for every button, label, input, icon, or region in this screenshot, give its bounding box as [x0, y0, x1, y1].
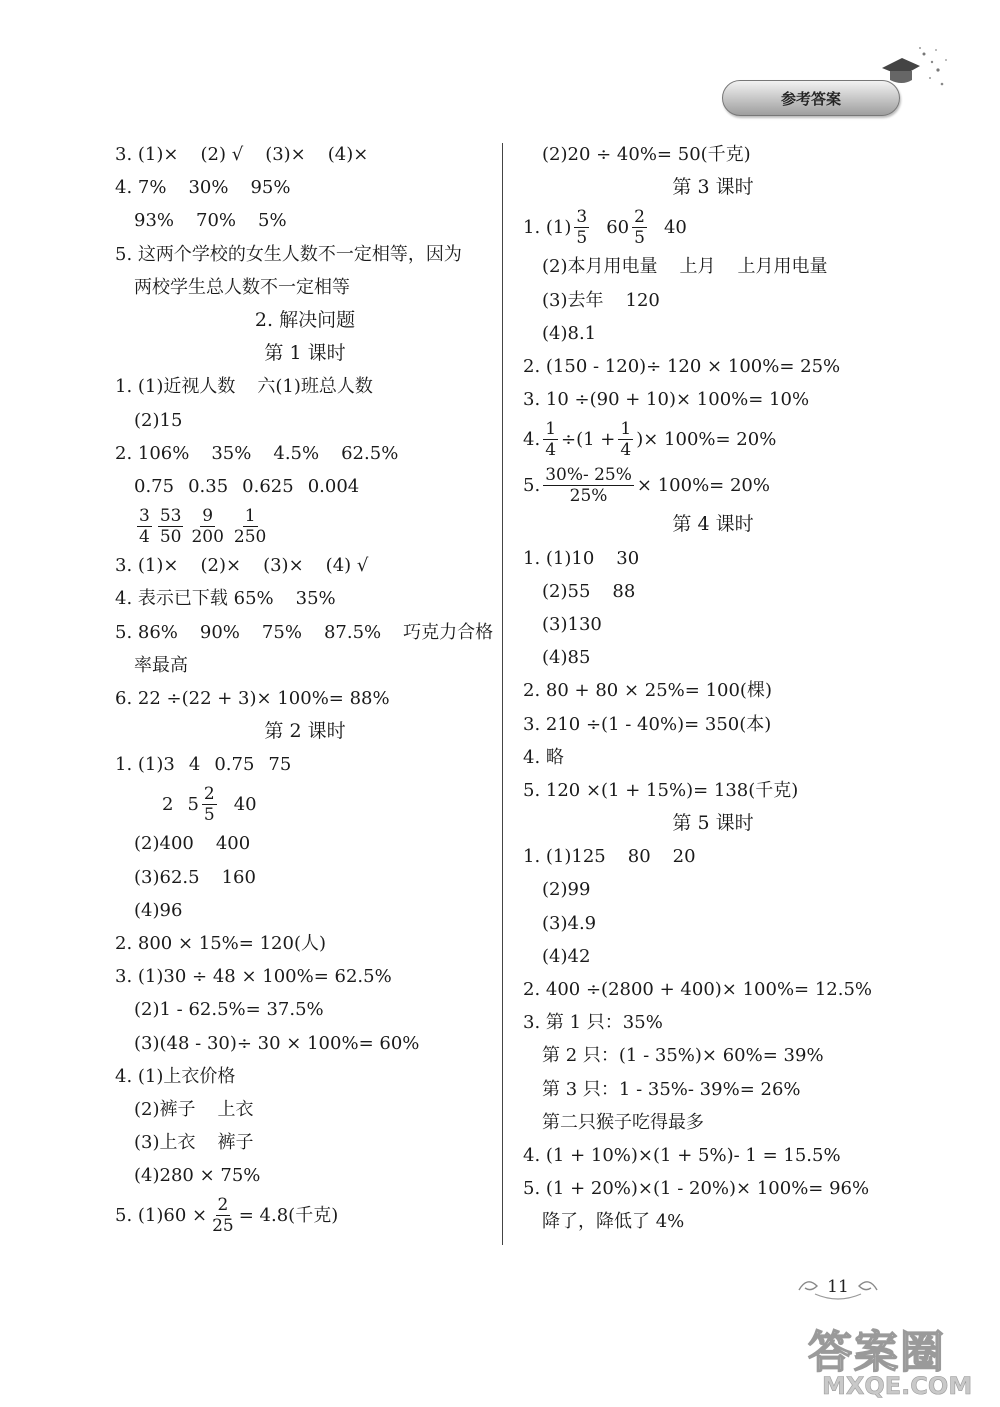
header-title: 参考答案 [780, 90, 841, 108]
numerator: 1 [244, 505, 256, 526]
answer-text: 0.75 [134, 475, 175, 497]
answer-text: 5 [187, 793, 199, 815]
answer-text: 0.35 [188, 475, 229, 497]
answer-text: (4) √ [325, 555, 369, 577]
fraction [202, 784, 217, 825]
answer-line: (2)15 [134, 409, 183, 431]
answer-text: 4. 7% [115, 177, 167, 199]
denominator: 4 [139, 526, 150, 547]
numerator: 2 [217, 1194, 229, 1215]
answer-text: 90% [199, 621, 240, 643]
answer-text: 87.5% [323, 621, 382, 643]
answer-text: 5% [258, 210, 287, 232]
denominator: 200 [191, 526, 224, 547]
answer-text: 2. 106% [115, 442, 190, 464]
answer-line: 3. 第 1 只：35% [523, 1012, 663, 1034]
numerator: 3 [139, 505, 150, 526]
answer-text: 4. [523, 428, 541, 450]
answer-line: 3. 10 ÷(90 + 10)× 100%= 10% [523, 389, 810, 411]
answer-line: 3. (1)30 ÷ 48 × 100%= 62.5% [115, 966, 392, 988]
answer-text: (3)× [263, 555, 304, 577]
answer-line [115, 549, 495, 582]
answer-text: 3. (1)× [115, 144, 179, 166]
answer-text: 30 [616, 547, 640, 569]
answer-text: 2 [162, 793, 174, 815]
answer-line [115, 370, 495, 403]
answer-line: 降了，降低了 4% [542, 1211, 685, 1233]
answer-line [115, 827, 495, 860]
answer-text: 4 [188, 754, 201, 776]
answer-text: 1. (1)125 [523, 846, 606, 868]
page-number: 11 [827, 1277, 849, 1297]
right-column [523, 138, 903, 1238]
answer-line [115, 582, 495, 615]
answer-text: 上衣 [217, 1098, 254, 1120]
answer-line: 4. (1 + 10%)×(1 + 5%)- 1 = 15.5% [523, 1144, 841, 1166]
answer-text: 400 [215, 833, 251, 855]
answer-line [115, 748, 495, 781]
answer-line: 率最高 [134, 654, 188, 676]
answer-text: (3)62.5 [134, 866, 200, 888]
answer-text: (3)上衣 [134, 1132, 196, 1154]
answer-line [523, 840, 903, 873]
answer-line [523, 542, 903, 575]
answer-text: (2)× [200, 555, 242, 577]
answer-line [523, 575, 903, 608]
denominator: 5 [634, 227, 645, 248]
answer-text: (2)400 [134, 833, 194, 855]
answer-text: (2)55 [542, 580, 591, 602]
answer-text: 0.625 [242, 475, 294, 497]
lesson-title: 第 2 课时 [264, 720, 346, 743]
answer-line: (4)85 [542, 647, 591, 669]
lesson-title: 第 3 课时 [672, 176, 754, 199]
answer-text: = 4.8(千克) [238, 1204, 339, 1226]
numerator: 30%- 25% [545, 464, 632, 485]
numerator: 1 [620, 418, 632, 439]
answer-text: 1. (1)近视人数 [115, 376, 236, 398]
answer-line: 第 2 只：(1 - 35%)× 60%= 39% [542, 1045, 824, 1067]
lesson-title: 第 4 课时 [672, 513, 754, 536]
denominator: 4 [620, 439, 632, 460]
answer-line: 第二只猴子吃得最多 [542, 1111, 704, 1133]
denominator: 25 [212, 1215, 234, 1236]
answer-line: 两校学生总人数不一定相等 [134, 276, 350, 298]
answer-text: 1. (1)10 [523, 547, 595, 569]
answer-line [115, 470, 495, 503]
answer-text: (3)× [265, 144, 306, 166]
fraction [137, 506, 152, 547]
answer-line: 2. (150 - 120)÷ 120 × 100%= 25% [523, 356, 841, 378]
answer-line [115, 1126, 495, 1159]
answer-text: (3)去年 [542, 289, 604, 311]
numerator: 2 [203, 783, 215, 804]
answer-line: (4)8.1 [542, 322, 597, 344]
answer-text: 5. [523, 474, 541, 496]
answer-line: 6. 22 ÷(22 + 3)× 100%= 88% [115, 687, 390, 709]
denominator: 5 [203, 804, 215, 825]
fraction [574, 207, 589, 248]
watermark-url: MXQE.COM [822, 1372, 973, 1400]
answer-text: 60 [606, 216, 630, 238]
fraction [632, 207, 647, 248]
page-number-ornament [793, 1272, 883, 1308]
answer-line: 5. 这两个学校的女生人数不一定相等，因为 [115, 243, 462, 265]
answer-text: 0.004 [307, 475, 360, 497]
answer-line: (4)42 [542, 945, 591, 967]
lesson-title: 第 1 课时 [264, 342, 346, 365]
answer-text: (4)× [327, 144, 369, 166]
answer-text: ÷(1 + [561, 428, 616, 450]
answer-line [115, 1093, 495, 1126]
left-column [115, 138, 495, 1238]
header-banner [722, 80, 900, 116]
answer-text: 160 [221, 866, 256, 888]
denominator: 50 [159, 526, 182, 547]
denominator: 25% [569, 485, 608, 506]
answer-line: (2)1 - 62.5%= 37.5% [134, 999, 324, 1021]
numerator: 1 [545, 418, 557, 439]
fraction [543, 465, 634, 506]
answer-text: )× 100%= 20% [636, 428, 777, 450]
answer-line [115, 171, 495, 204]
answer-line: (2)99 [542, 879, 591, 901]
fraction [232, 506, 268, 547]
answer-line: 5. 120 ×(1 + 15%)= 138(千克) [523, 779, 799, 801]
answer-line: 3. 210 ÷(1 - 40%)= 350(本) [523, 713, 772, 735]
answer-text: 巧克力合格 [403, 621, 494, 643]
answer-text: 120 [625, 289, 660, 311]
numerator: 3 [576, 206, 588, 227]
answer-line [115, 138, 495, 171]
lesson-title: 第 5 课时 [672, 812, 754, 835]
answer-line [523, 284, 903, 317]
answer-text: 上月 [679, 256, 716, 278]
answer-line: 2. 800 × 15%= 120(人) [115, 933, 326, 955]
answer-line: 4. (1)上衣价格 [115, 1065, 236, 1087]
answer-text: 40 [663, 216, 687, 238]
answer-text: 35% [295, 588, 336, 610]
answer-text: 35% [211, 442, 252, 464]
section-title: 2. 解决问题 [254, 309, 356, 332]
answer-line: (3)(48 - 30)÷ 30 × 100%= 60% [134, 1032, 420, 1054]
answer-text: 75% [261, 621, 302, 643]
denominator: 4 [545, 439, 557, 460]
answer-line: (3)130 [542, 613, 602, 635]
answer-text: (2)本月用电量 [542, 256, 658, 278]
answer-line: 5. (1 + 20%)×(1 - 20%)× 100%= 96% [523, 1178, 870, 1200]
answer-text: 0.75 [214, 754, 255, 776]
answer-line: (2)20 ÷ 40%= 50(千克) [542, 144, 751, 166]
answer-line: (3)4.9 [542, 912, 597, 934]
answer-line [115, 861, 495, 894]
answer-text: 95% [250, 177, 291, 199]
answer-line: 2. 400 ÷(2800 + 400)× 100%= 12.5% [523, 979, 873, 1001]
answer-line [115, 615, 495, 648]
denominator: 5 [576, 227, 588, 248]
numerator: 53 [159, 505, 182, 526]
answer-line [115, 503, 495, 549]
answer-line [523, 416, 903, 462]
answer-line [115, 1192, 495, 1238]
answer-text: 1. (1)3 [115, 754, 175, 776]
answer-line [115, 781, 495, 827]
answer-line: (4)96 [134, 899, 183, 921]
answer-text: × 100%= 20% [636, 474, 770, 496]
answer-text: 1. (1) [523, 216, 572, 238]
answer-text: (2)裤子 [134, 1098, 196, 1120]
answer-text: 4. 表示已下载 65% [115, 588, 274, 610]
answer-text: (2) √ [200, 144, 244, 166]
fraction [158, 506, 184, 547]
answer-text: 5. 86% [115, 621, 178, 643]
answer-text: 93% [134, 210, 175, 232]
watermark-logo: 答案圈 [808, 1327, 946, 1378]
answer-line [523, 250, 903, 283]
answer-text: 3. (1)× [115, 555, 179, 577]
answer-text: 75 [268, 754, 292, 776]
answer-text: 20 [672, 846, 696, 868]
answer-text: 62.5% [341, 442, 399, 464]
answer-text: 六(1)班总人数 [257, 376, 373, 398]
numerator: 9 [202, 505, 214, 526]
denominator: 250 [233, 526, 267, 547]
answer-line [523, 462, 903, 508]
answer-text: 70% [196, 210, 237, 232]
fraction [618, 419, 633, 460]
column-divider [502, 143, 503, 1245]
answer-line: 4. 略 [523, 746, 564, 768]
answer-text: 上月用电量 [737, 256, 828, 278]
answer-text: 裤子 [217, 1132, 254, 1154]
answer-text: 80 [627, 846, 651, 868]
answer-line [115, 204, 495, 237]
answer-text: 30% [188, 177, 229, 199]
answer-line: 2. 80 + 80 × 25%= 100(棵) [523, 680, 772, 702]
answer-line: (4)280 × 75% [134, 1165, 261, 1187]
numerator: 2 [634, 206, 645, 227]
answer-line [115, 437, 495, 470]
answer-line: 第 3 只：1 - 35%- 39%= 26% [542, 1078, 801, 1100]
fraction [210, 1195, 236, 1236]
answer-text: 4.5% [273, 442, 320, 464]
answer-text: 40 [233, 793, 257, 815]
answer-text: 5. (1)60 × [115, 1204, 208, 1226]
answer-text: 88 [612, 580, 636, 602]
fraction [189, 506, 225, 547]
fraction [543, 419, 558, 460]
answer-line [523, 204, 903, 250]
